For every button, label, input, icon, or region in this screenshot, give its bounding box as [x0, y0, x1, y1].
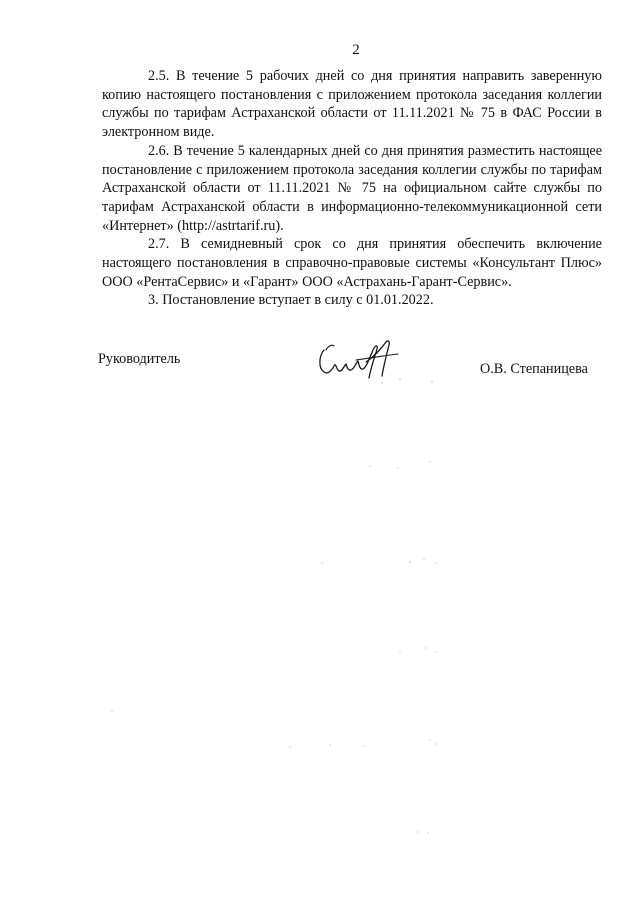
paragraph-2-5: 2.5. В течение 5 рабочих дней со дня принятия направить заверенную копию настоящего постановления с приложением протокола заседания коллегии службы по тарифам Астраханской области от 11.11.2021 № 75 в ФАС России в электронном виде. [102, 68, 602, 141]
paragraph-2-7: 2.7. В семидневный срок со дня принятия обеспечить включение настоящего постановления в справочно-правовые системы «Консультант Плюс» ООО «РентаСервис» и «Гарант» ООО «Астрахань-Гарант-Сервис». [102, 236, 602, 290]
signatory-role: Руководитель [98, 351, 181, 367]
paragraph-3: 3. Постановление вступает в силу с 01.01.2022. [148, 292, 434, 309]
signatory-name: О.В. Степаницева [480, 361, 588, 377]
page-number: 2 [352, 42, 360, 58]
paragraph-2-6: 2.6. В течение 5 календарных дней со дня принятия разместить настоящее постановление с приложением протокола заседания коллегии службы по тарифам Астраханской области от 11.11.2021 № 75 на официальном сайте службы по тарифам Астраханской области в информационно-телекоммуникационной сети «Интернет» (http://astrtarif.ru). [102, 142, 602, 234]
